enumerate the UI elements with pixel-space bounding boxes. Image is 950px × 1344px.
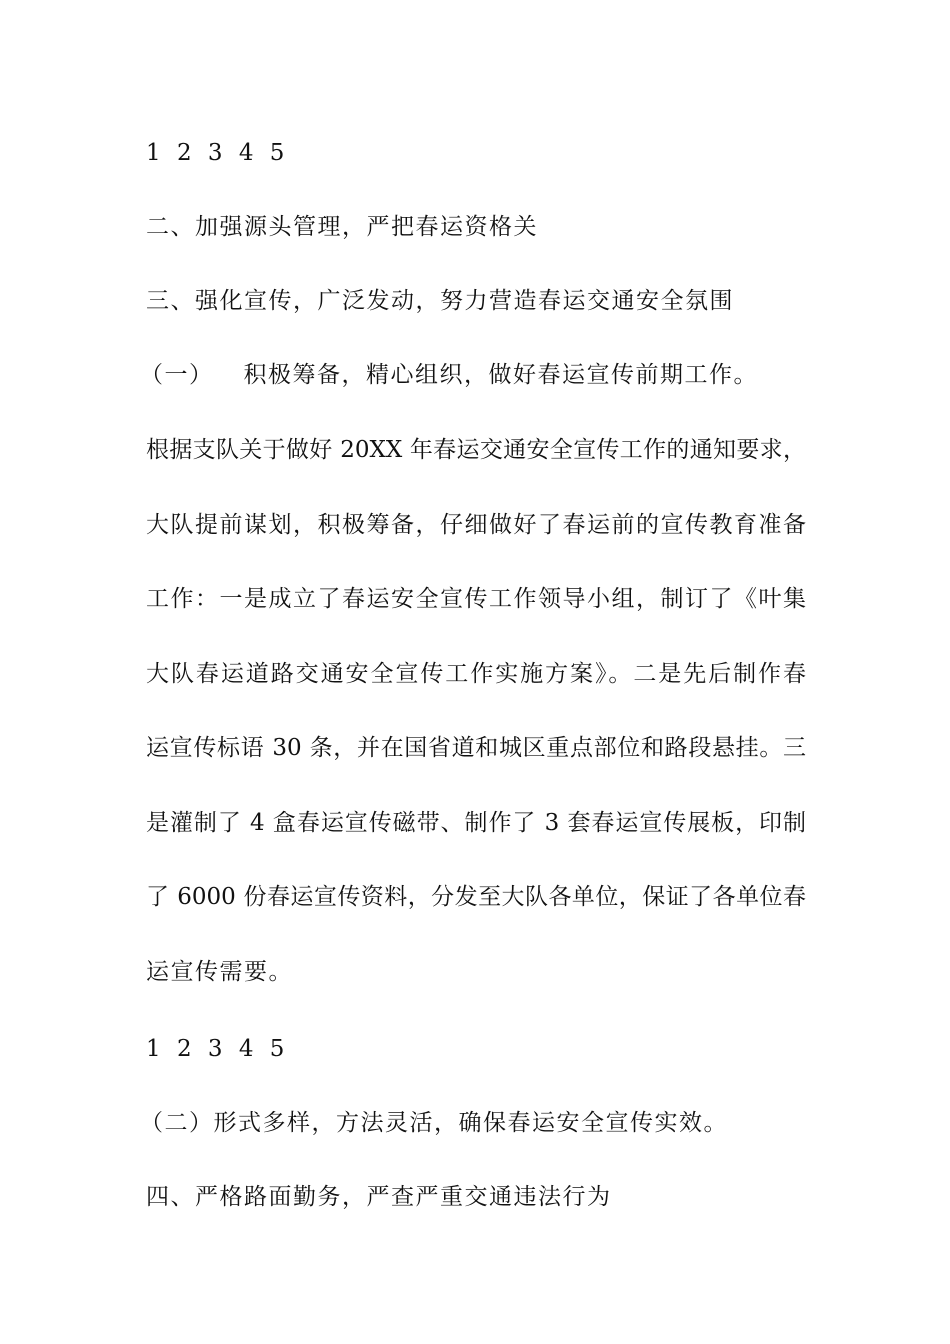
paragraph-line-3: 工作：一是成立了春运安全宣传工作领导小组，制订了《叶集 [146,586,806,612]
paragraph-line-8: 运宣传需要。 [146,959,293,985]
section-heading-3: 三、强化宣传，广泛发动，努力营造春运交通安全氛围 [146,288,734,314]
section-heading-2: 二、加强源头管理，严把春运资格关 [146,214,538,240]
paragraph-line-1: 根据支队关于做好 20XX 年春运交通安全宣传工作的通知要求， [146,437,806,463]
paragraph-line-4: 大队春运道路交通安全宣传工作实施方案》。二是先后制作春 [146,661,806,687]
paragraph-line-2: 大队提前谋划，积极筹备，仔细做好了春运前的宣传教育准备 [146,512,806,538]
subsection-heading-2: （二）形式多样，方法灵活，确保春运安全宣传实效。 [140,1110,728,1136]
subsection-text-1: 积极筹备，精心组织，做好春运宣传前期工作。 [243,362,758,388]
section-heading-4: 四、严格路面勤务，严查严重交通违法行为 [146,1184,612,1210]
paragraph-line-6: 是灌制了 4 盒春运宣传磁带、制作了 3 套春运宣传展板，印制 [146,810,806,836]
subsection-heading-1 [140,360,758,390]
number-row-bottom: 1 2 3 4 5 [146,1036,286,1062]
subsection-marker-1: （一） [140,362,214,388]
paragraph-line-5: 运宣传标语 30 条，并在国省道和城区重点部位和路段悬挂。三 [146,735,806,761]
number-row-top: 1 2 3 4 5 [146,140,286,166]
paragraph-line-7: 了 6000 份春运宣传资料，分发至大队各单位，保证了各单位春 [146,884,806,910]
